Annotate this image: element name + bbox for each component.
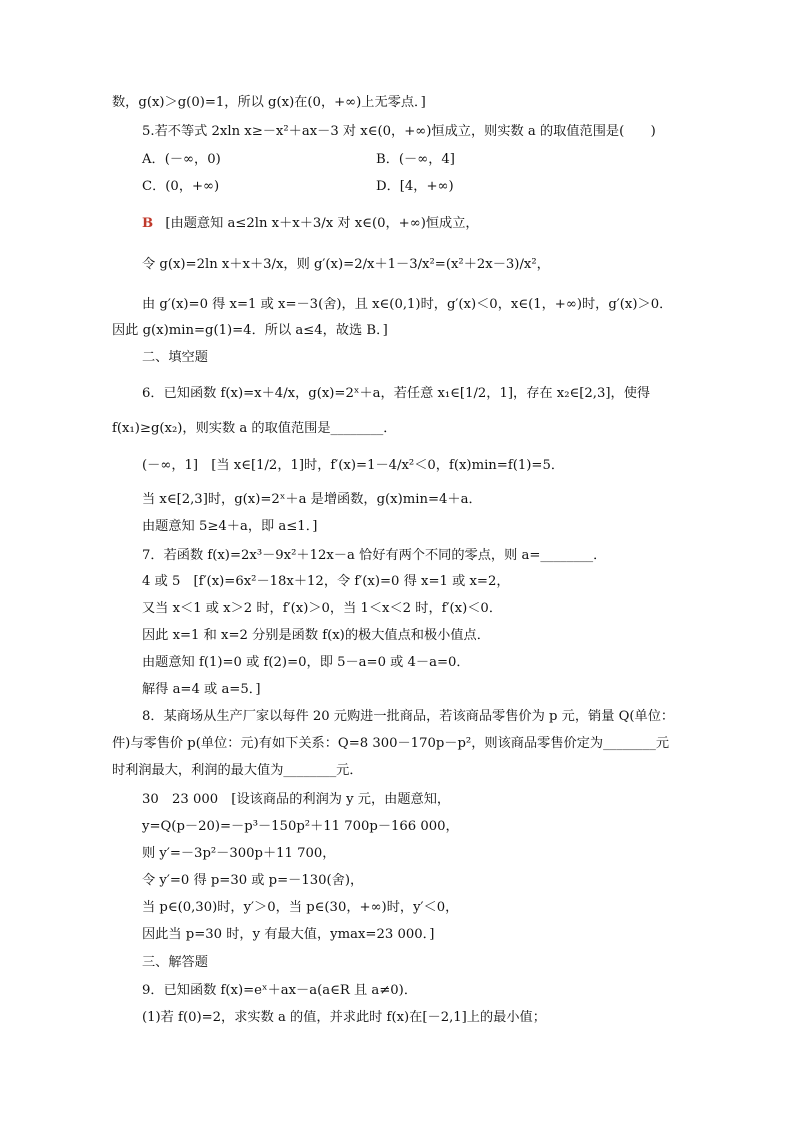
text-line: 当 p∈(0,30)时，y′＞0，当 p∈(30，+∞)时，y′＜0，	[142, 900, 459, 915]
option-d: D．[4，+∞)	[376, 179, 454, 194]
text-line: 因此 g(x)min=g(1)=4．所以 a≤4，故选 B．]	[112, 323, 388, 338]
question-7: 7．若函数 f(x)=2x³－9x²＋12x－a 恰好有两个不同的零点，则 a=________．	[142, 548, 607, 563]
answer-5-line	[142, 214, 479, 234]
question-8: 8．某商场从生产厂家以每件 20 元购进一批商品，若该商品零售价为 p 元，销量 Q(单位：	[142, 709, 675, 724]
text-line: 由题意知 5≥4＋a，即 a≤1．]	[142, 519, 318, 534]
text-line: 由 g′(x)=0 得 x=1 或 x=－3(舍)，且 x∈(0,1)时，g′(x)＜0，x∈(1，+∞)时，g′(x)＞0．	[142, 297, 673, 312]
question-9-part-1: (1)若 f(0)=2，求实数 a 的值，并求此时 f(x)在[－2,1]上的最小值；	[142, 1010, 546, 1025]
text-line: 令 y′=0 得 p=30 或 p=－130(舍)，	[142, 873, 364, 888]
text-line: 因此 x=1 和 x=2 分别是函数 f(x)的极大值点和极小值点．	[142, 628, 490, 643]
text-line: f(x₁)≥g(x₂)，则实数 a 的取值范围是________．	[112, 421, 397, 436]
text-line: 当 x∈[2,3]时，g(x)=2ˣ＋a 是增函数，g(x)min=4＋a．	[142, 492, 482, 507]
question-9: 9．已知函数 f(x)=eˣ＋ax－a(a∈R 且 a≠0)．	[142, 983, 418, 998]
answer-8: 30 23 000 [设该商品的利润为 y 元，由题意知，	[142, 792, 451, 807]
answer-5-choice: B	[142, 216, 154, 231]
answer-5-text: [由题意知 a≤2ln x＋x＋3/x 对 x∈(0，+∞)恒成立，	[165, 216, 479, 231]
text-line: 因此当 p=30 时，y 有最大值，ymax=23 000．]	[142, 927, 435, 942]
question-5: 5.若不等式 2xln x≥－x²＋ax－3 对 x∈(0，+∞)恒成立，则实数 a 的取值范围是( )	[142, 124, 656, 139]
text-line: y=Q(p－20)=－p³－150p²＋11 700p－166 000，	[142, 819, 459, 834]
question-6: 6．已知函数 f(x)=x＋4/x，g(x)=2ˣ＋a，若任意 x₁∈[1/2，1]，存在 x₂∈[2,3]，使得	[142, 386, 651, 401]
text-line: 解得 a=4 或 a=5．]	[142, 682, 261, 697]
section-heading-fill: 二、填空题	[142, 350, 208, 365]
option-c: C．(0，+∞)	[142, 179, 220, 194]
answer-6: (－∞，1] [当 x∈[1/2，1]时，f′(x)=1－4/x²＜0，f(x)min=f(1)=5．	[142, 458, 565, 473]
text-line: 则 y′=－3p²－300p＋11 700，	[142, 846, 336, 861]
section-heading-solve: 三、解答题	[142, 955, 208, 970]
text-line: 又当 x＜1 或 x＞2 时，f′(x)＞0，当 1＜x＜2 时，f′(x)＜0．	[142, 601, 503, 616]
answer-7: 4 或 5 [f′(x)=6x²－18x＋12，令 f′(x)=0 得 x=1 或 x=2，	[142, 574, 510, 589]
text-line: 令 g(x)=2ln x＋x＋3/x，则 g′(x)=2/x＋1－3/x²=(x²＋2x－3)/x²，	[142, 257, 550, 272]
text-line: 件)与零售价 p(单位：元)有如下关系：Q=8 300－170p－p²，则该商品零售价定为________元	[112, 736, 670, 751]
option-b: B．(－∞，4]	[376, 152, 455, 167]
text-line: 数，g(x)＞g(0)=1，所以 g(x)在(0，+∞)上无零点．]	[112, 95, 426, 110]
option-a: A．(－∞，0)	[142, 152, 221, 167]
text-line: 由题意知 f(1)=0 或 f(2)=0，即 5－a=0 或 4－a=0．	[142, 655, 470, 670]
text-line: 时利润最大，利润的最大值为________元．	[112, 763, 363, 778]
